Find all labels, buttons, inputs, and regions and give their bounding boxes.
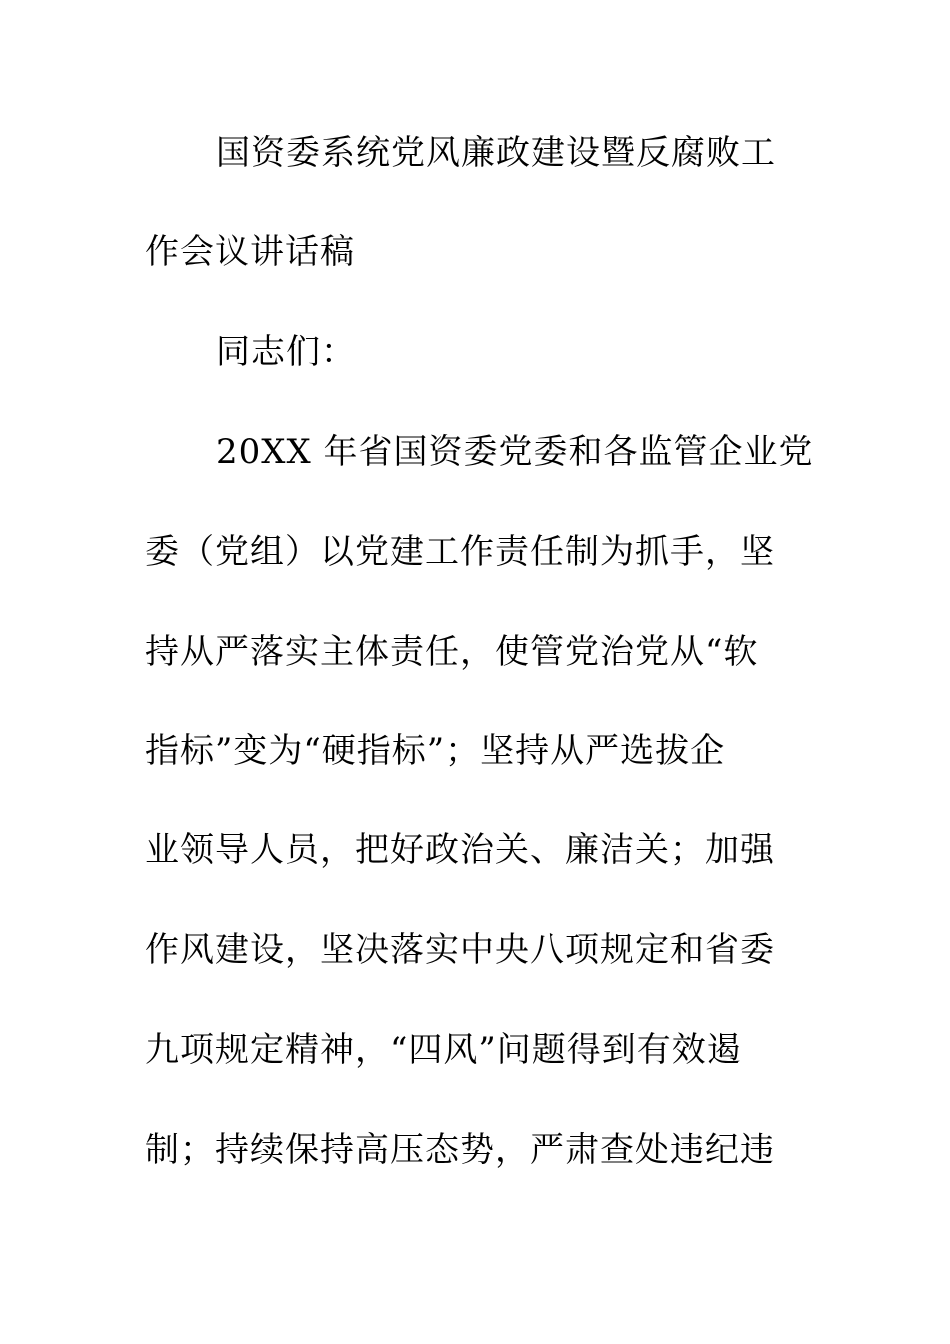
document-title-line-2: 作会议讲话稿: [145, 232, 355, 272]
paragraph-line-4: 指标”变为“硬指标”；坚持从严选拔企: [145, 731, 726, 771]
paragraph-line-2: 委（党组）以党建工作责任制为抓手，坚: [145, 532, 775, 572]
paragraph-line-5: 业领导人员，把好政治关、廉洁关；加强: [145, 830, 775, 870]
paragraph-line-1: 20XX 年省国资委党委和各监管企业党: [216, 432, 814, 472]
paragraph-line-6: 作风建设，坚决落实中央八项规定和省委: [145, 930, 775, 970]
paragraph-line-7: 九项规定精神，“四风”问题得到有效遏: [145, 1030, 742, 1070]
salutation: 同志们：: [216, 332, 356, 372]
paragraph-line-3: 持从严落实主体责任，使管党治党从“软: [145, 632, 759, 672]
paragraph-line-8: 制；持续保持高压态势，严肃查处违纪违: [145, 1130, 775, 1170]
document-title-line-1: 国资委系统党风廉政建设暨反腐败工: [216, 133, 776, 173]
